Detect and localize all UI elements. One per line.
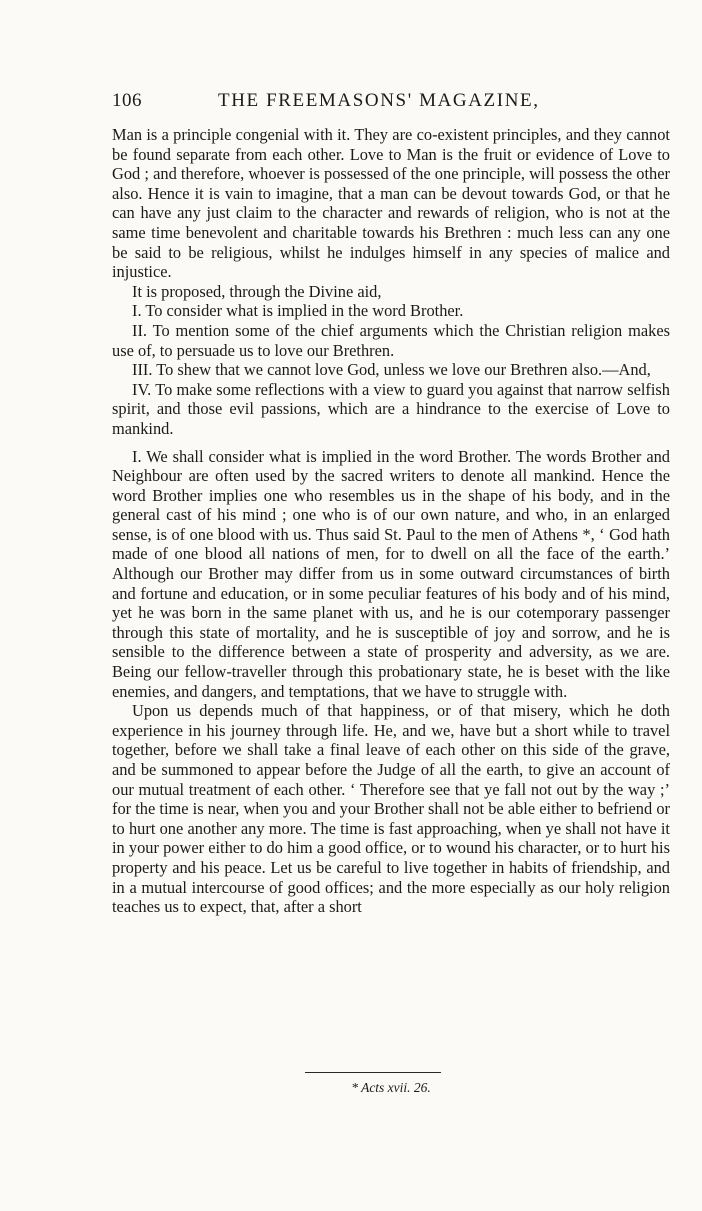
page-number: 106 (112, 90, 142, 111)
paragraph-point-4: IV. To make some reflections with a view to guard you against that narrow selfish spirit, and those evil passions, which are a hindrance to the exercise of Love to mankind. (112, 379, 670, 438)
footnote-rule (305, 1072, 441, 1073)
body-text (112, 125, 670, 917)
paragraph-point-3: III. To shew that we cannot love God, unless we love our Brethren also.—And, (132, 360, 651, 380)
footnote: * Acts xvii. 26. (351, 1080, 431, 1095)
paragraph-section-1: I. We shall consider what is implied in the word Brother. The words Brother and Neighbour are often used by the sacred writers to denote all mankind. Hence the word Brother implies one who resembles us in the shape of his body, and in the general cast of his mind ; one who is of our own nature, and who, in an enlarged sense, is of one blood with us. Thus said St. Paul to the men of Athens *, ‘ God hath made of one blood all nations of men, for to dwell on all the face of the earth.’ Although our Brother may differ from us in some outward circumstances of birth and fortune and education, or in some peculiar features of his body and of his mind, yet he was born in the same planet with us, and he is our cotemporary passenger through this state of mortality, and he is susceptible of joy and sorrow, and he is sensible to the difference between a state of prosperity and adversity, as we are. Being our fellow-traveller through this probationary state, he is beset with the like enemies, and dangers, and temptations, that we have to struggle with. (112, 446, 670, 701)
paragraph-upon-us: Upon us depends much of that happiness, or of that misery, which he doth experience in his journey through life. He, and we, have but a short while to travel together, before we shall take a final leave of each other on this side of the grave, and be summoned to appear before the Judge of all the earth, to give an account of our mutual treatment of each other. ‘ Therefore see that ye fall not out by the way ;’ for the time is near, when you and your Brother shall not be able either to befriend or to hurt one another any more. The time is fast approaching, when ye shall not have it in your power either to do him a good office, or to wound his character, or to hurt his property and his peace. Let us be careful to live together in habits of friendship, and in a mutual intercourse of good offices; and the more especially as our holy religion teaches us to expect, that, after a short (112, 701, 670, 917)
magazine-title: THE FREEMASONS' MAGAZINE, (218, 90, 540, 111)
paragraph-proposal: It is proposed, through the Divine aid, (132, 281, 382, 301)
paragraph-continuation: Man is a principle congenial with it. They are co-existent principles, and they cannot be found separate from each other. Love to Man is the fruit or evidence of Love to God ; and therefore, whoever is possessed of the one principle, will possess the other also. Hence it is vain to imagine, that a man can be devout towards God, or that he can have any just claim to the character and rewards of religion, who is not at the same time benevolent and charitable towards his Brethren : much less can any one be said to be religious, whilst he indulges himself in any species of malice and injustice. (112, 125, 670, 282)
paragraph-point-2: II. To mention some of the chief arguments which the Christian religion makes use of, to persuade us to love our Brethren. (112, 320, 670, 360)
paragraph-point-1: I. To consider what is implied in the word Brother. (132, 301, 464, 321)
running-head (112, 82, 670, 118)
